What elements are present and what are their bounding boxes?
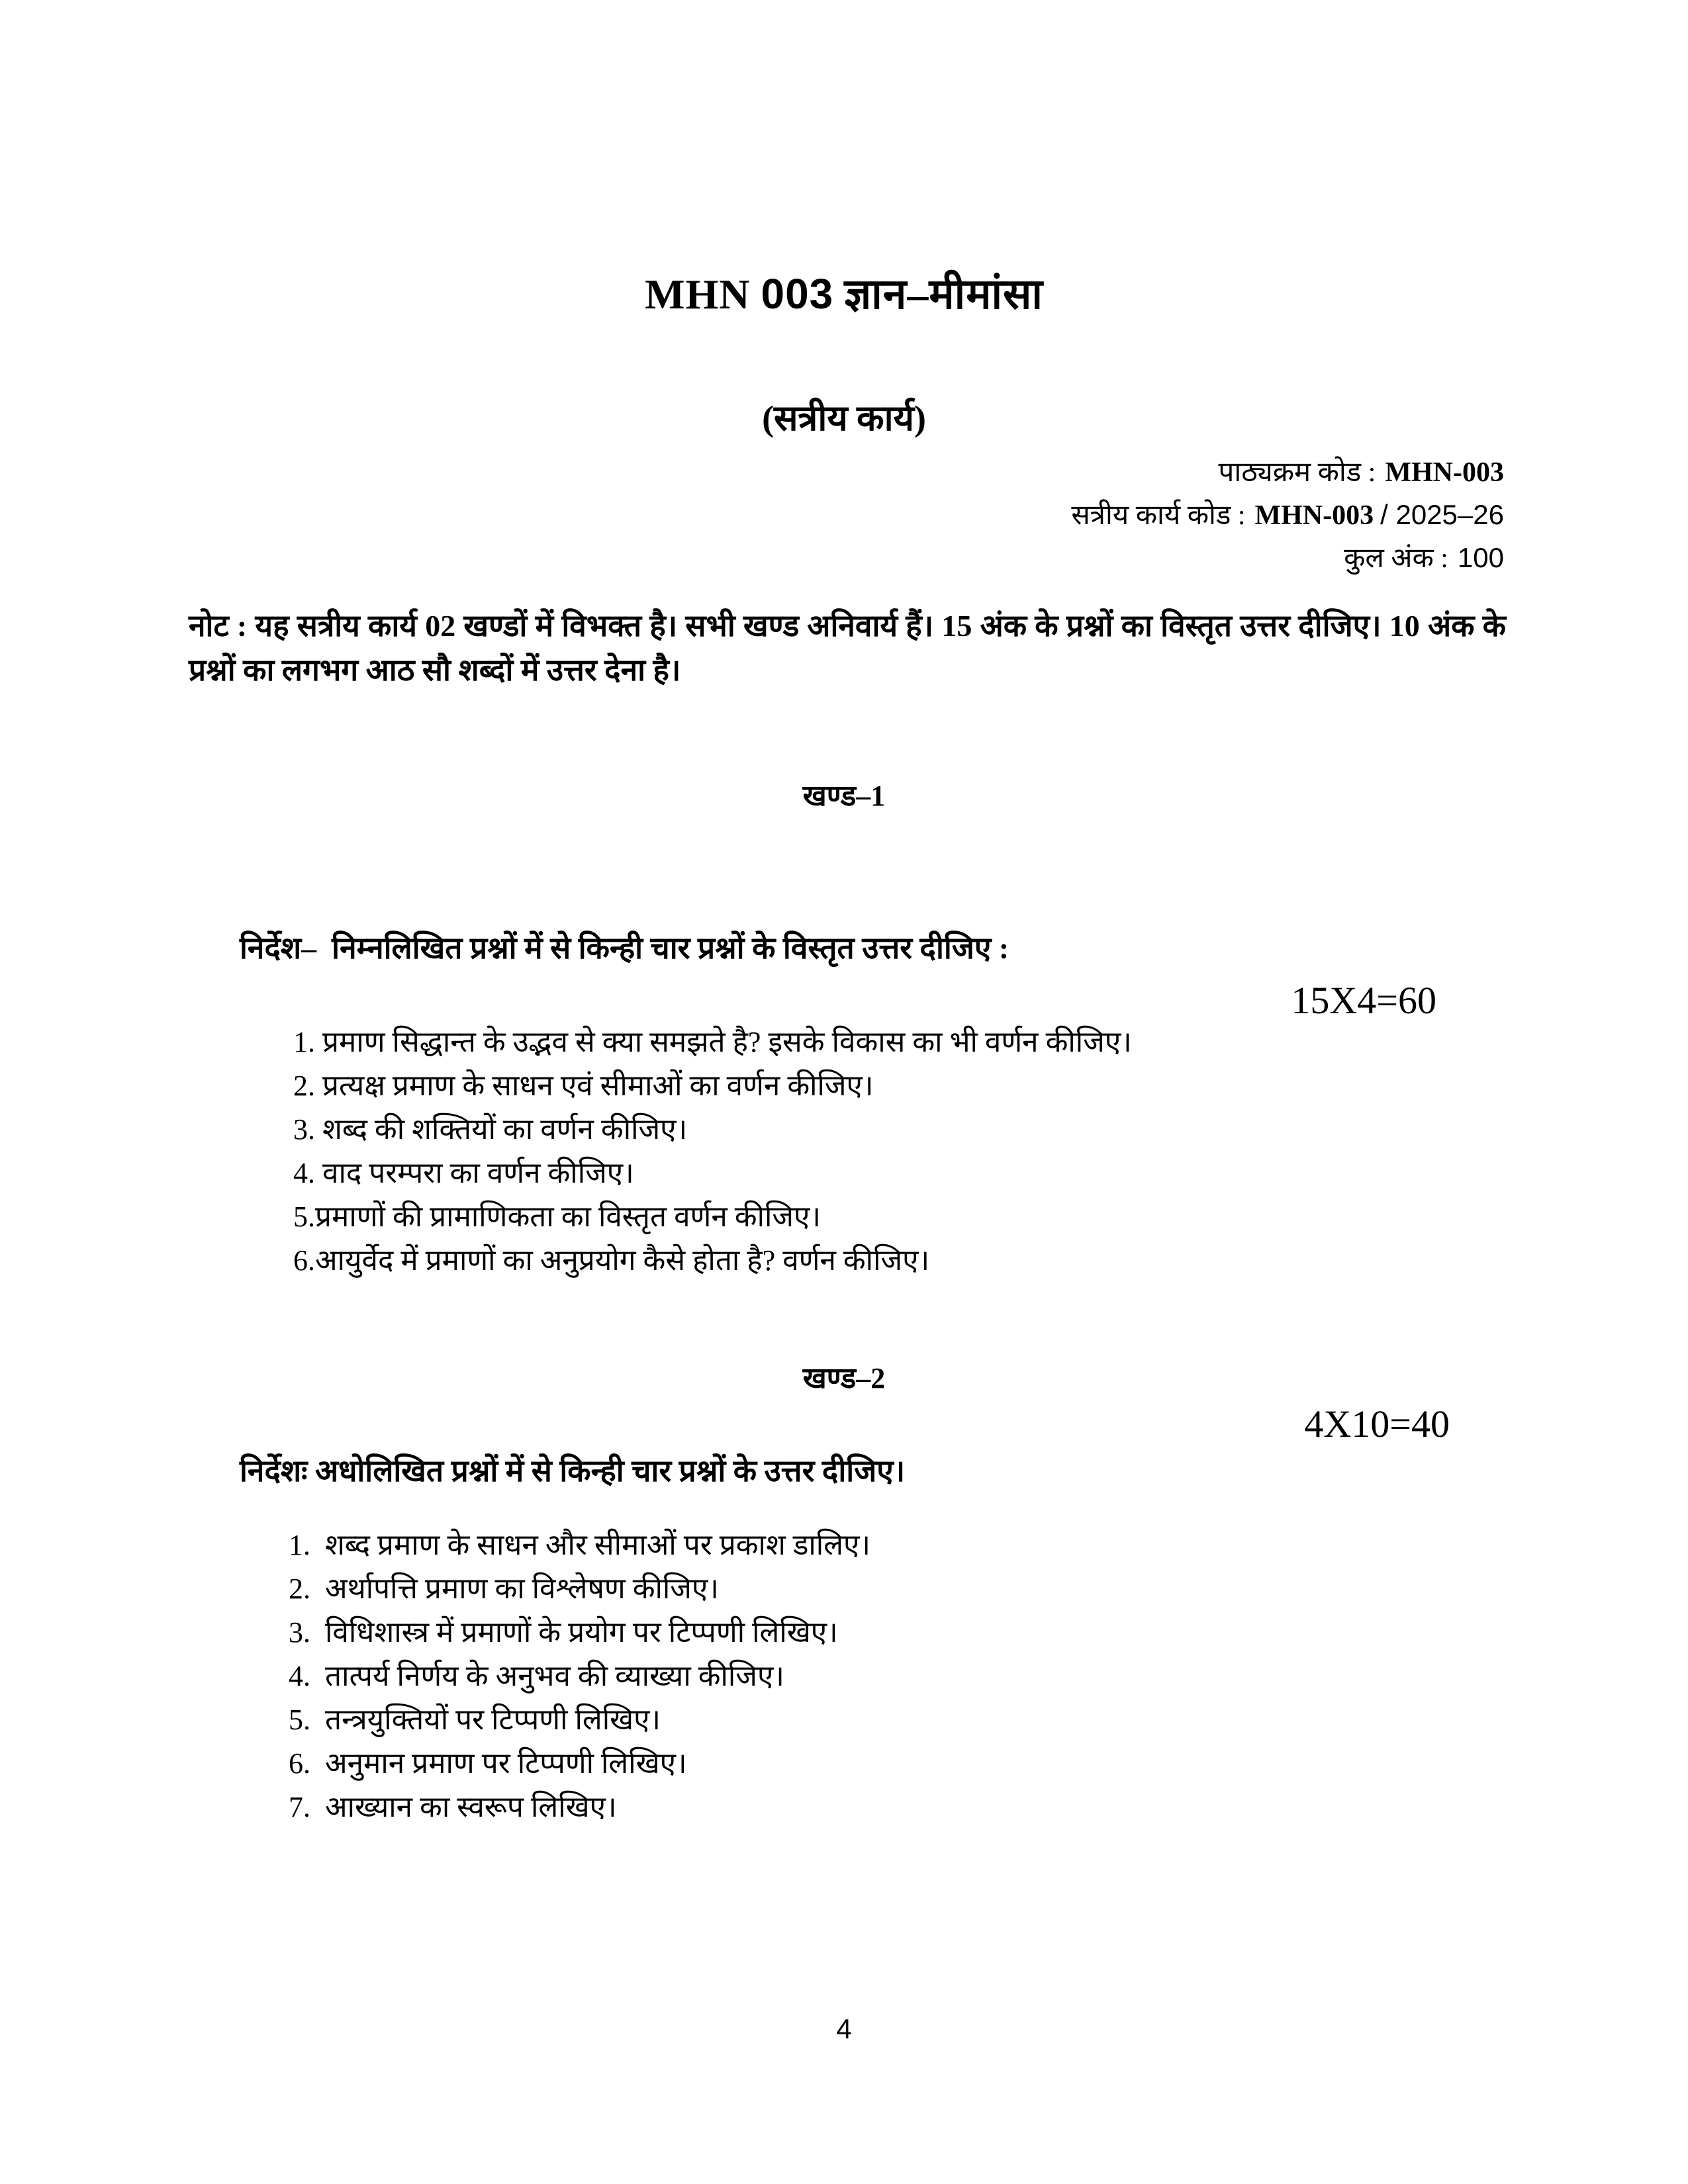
course-code-label: पाठ्यक्रम कोड : [1218,457,1376,488]
section1-heading: खण्ड–1 [802,780,886,812]
assignment-code-label: सत्रीय कार्य कोड : [1071,500,1246,531]
title-hindi-text: ज्ञान–मीमांसा [844,271,1043,318]
course-code-line [1071,452,1504,494]
question-item: 3. शब्द की शक्तियों का वर्णन कीजिए। [293,1113,688,1146]
question-item: 1. शब्द प्रमाण के साधन और सीमाओं पर प्रकाश डालिए। [289,1529,871,1561]
question-item: 2. प्रत्यक्ष प्रमाण के साधन एवं सीमाओं का वर्णन कीजिए। [293,1069,874,1102]
page-title [0,263,1688,321]
title-course-code: MHN [645,271,751,318]
assignment-code-value: MHN-003 [1254,500,1374,531]
section2-question-list [289,1524,1513,1829]
question-item: 6.आयुर्वेद में प्रमाणों का अनुप्रयोग कैसे होता है? वर्णन कीजिए। [293,1244,930,1277]
question-item: 1. प्रमाण सिद्धान्त के उद्भव से क्या समझते है? इसके विकास का भी वर्णन कीजिए। [293,1026,1132,1058]
section2-marks: 4X10=40 [1304,1402,1450,1445]
question-item: 3. विधिशास्त्र में प्रमाणों के प्रयोग पर टिप्पणी लिखिए। [289,1616,838,1649]
section2-heading: खण्ड–2 [802,1362,886,1394]
total-marks-label: कुल अंक : [1344,543,1448,574]
section1-question-list [293,1021,1518,1283]
page-number: 4 [836,2013,852,2044]
total-marks-line [1071,537,1504,580]
question-item: 4. वाद परम्परा का वर्णन कीजिए। [293,1157,634,1189]
assignment-code-line [1071,494,1504,537]
course-code-value: MHN-003 [1385,457,1504,488]
question-item: 5.प्रमाणों की प्रामाणिकता का विस्तृत वर्णन कीजिए। [293,1201,821,1233]
section1-marks: 15X4=60 [1291,979,1436,1022]
meta-block [1071,452,1504,580]
page-subtitle: (सत्रीय कार्य) [762,398,926,438]
question-item: 6. अनुमान प्रमाण पर टिप्पणी लिखिए। [289,1747,687,1780]
question-item: 7. आख्यान का स्वरूप लिखिए। [289,1791,617,1823]
assignment-session: / 2025–26 [1380,499,1504,530]
note-paragraph: नोट : यह सत्रीय कार्य 02 खण्डों में विभक्त है। सभी खण्ड अनिवार्य हैं। 15 अंक के प्रश्नों का विस्तृत उत्तर दीजिए। 10 अंक के प्रश्नों का लगभग आठ सौ शब्दों में उत्तर देना है। [189,609,1506,687]
question-item: 4. तात्पर्य निर्णय के अनुभव की व्याख्या कीजिए। [289,1660,784,1692]
question-item: 5. तन्त्रयुक्तियों पर टिप्पणी लिखिए। [289,1704,661,1736]
section2-instruction: निर्देशः अधोलिखित प्रश्नों में से किन्ही चार प्रश्नों के उत्तर दीजिए। [240,1454,906,1488]
question-item: 2. अर्थापत्ति प्रमाण का विश्लेषण कीजिए। [289,1572,719,1605]
title-course-number: 003 [761,270,834,318]
section1-instruction: निर्देश– निम्नलिखित प्रश्नों में से किन्ही चार प्रश्नों के विस्तृत उत्तर दीजिए : [240,931,1009,965]
total-marks-value: 100 [1457,542,1504,573]
